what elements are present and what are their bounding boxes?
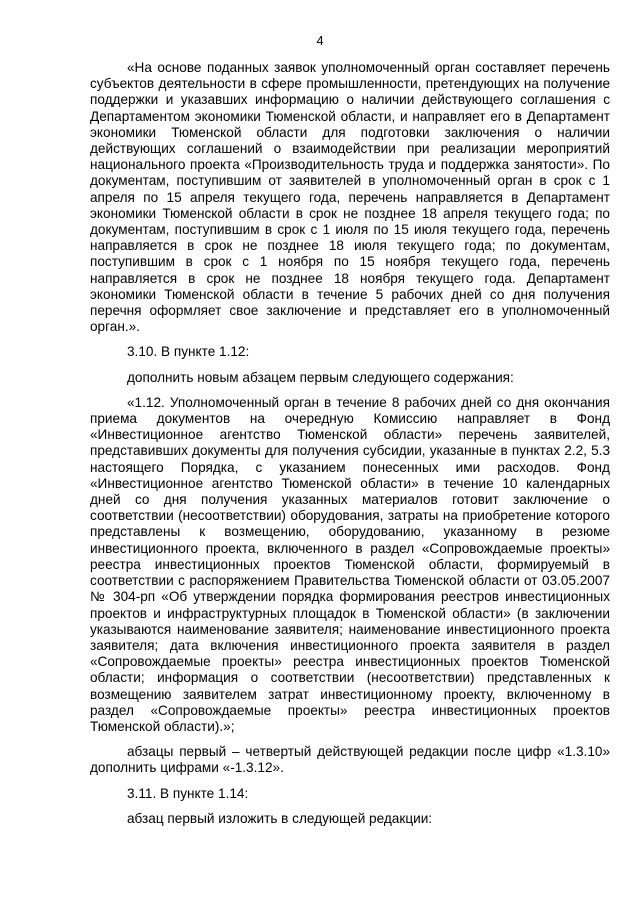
- paragraph-quoted-amendment-1.11: «На основе поданных заявок уполномоченный орган составляет перечень субъектов деятельности в сфере промышленности, претендующих на получение поддержки и указавших информацию о наличии действующего соглашения с Департаментом экономики Тюменской области, и направляет его в Департамент экономики Тюменской области для подготовки заключения о наличии действующих соглашений о взаимодействии при реализации мероприятий национального проекта «Производительность труда и поддержка занятости». По документам, поступившим от заявителей в уполномоченный орган в срок с 1 апреля по 15 апреля текущего года, перечень направляется в Департамент экономики Тюменской области в срок не позднее 18 апреля текущего года; по документам, поступившим в срок с 1 июля по 15 июля текущего года, перечень направляется в срок не позднее 18 июля текущего года; по документам, поступившим в срок с 1 ноября по 15 ноября текущего года, перечень направляется в срок не позднее 18 ноября текущего года. Департамент экономики Тюменской области в течение 5 рабочих дней со дня получения перечня оформляет свое заключение и представляет его в уполномоченный орган.».: [90, 60, 610, 335]
- page-number: 4: [316, 33, 324, 48]
- paragraph-quoted-amendment-1.12: «1.12. Уполномоченный орган в течение 8 рабочих дней со дня окончания приема документов на очередную Комиссию направляет в Фонд «Инвестиционное агентство Тюменской области» перечень заявителей, представивших документы для получения субсидии, указанные в пунктах 2.2, 5.3 настоящего Порядка, с указанием понесенных ими расходов. Фонд «Инвестиционное агентство Тюменской области» в течение 10 календарных дней со дня получения указанных материалов готовит заключение о соответствии (несоответствии) оборудования, затраты на приобретение которого представлены к возмещению, оборудованию, указанному в резюме инвестиционного проекта, включенного в раздел «Сопровождаемые проекты» реестра инвестиционных проектов Тюменской области, формируемый в соответствии с распоряжением Правительства Тюменской области от 03.05.2007 № 304-рп «Об утверждении порядка формирования реестров инвестиционных проектов и инфраструктурных площадок в Тюменской области» (в заключении указываются наименование заявителя; наименование инвестиционного проекта заявителя; дата включения инвестиционного проекта заявителя в раздел «Сопровождаемые проекты» реестра инвестиционных проектов Тюменской области; информация о соответствии (несоответствии) представленных к возмещению заявителем затрат инвестиционному проекту, включенному в раздел «Сопровождаемые проекты» реестра инвестиционных проектов Тюменской области).»;: [90, 394, 610, 734]
- paragraph-instruction-add: дополнить новым абзацем первым следующего содержания:: [127, 369, 514, 385]
- paragraph-instruction-restate: абзац первый изложить в следующей редакции:: [127, 810, 433, 826]
- document-body: [90, 60, 610, 836]
- paragraph-item-3.11: 3.11. В пункте 1.14:: [127, 785, 249, 801]
- paragraph-item-3.10: 3.10. В пункте 1.12:: [127, 344, 250, 360]
- paragraph-instruction-paragraphs: абзацы первый – четвертый действующей редакции после цифр «1.3.10» дополнить цифрами «-1.3.12».: [90, 744, 610, 776]
